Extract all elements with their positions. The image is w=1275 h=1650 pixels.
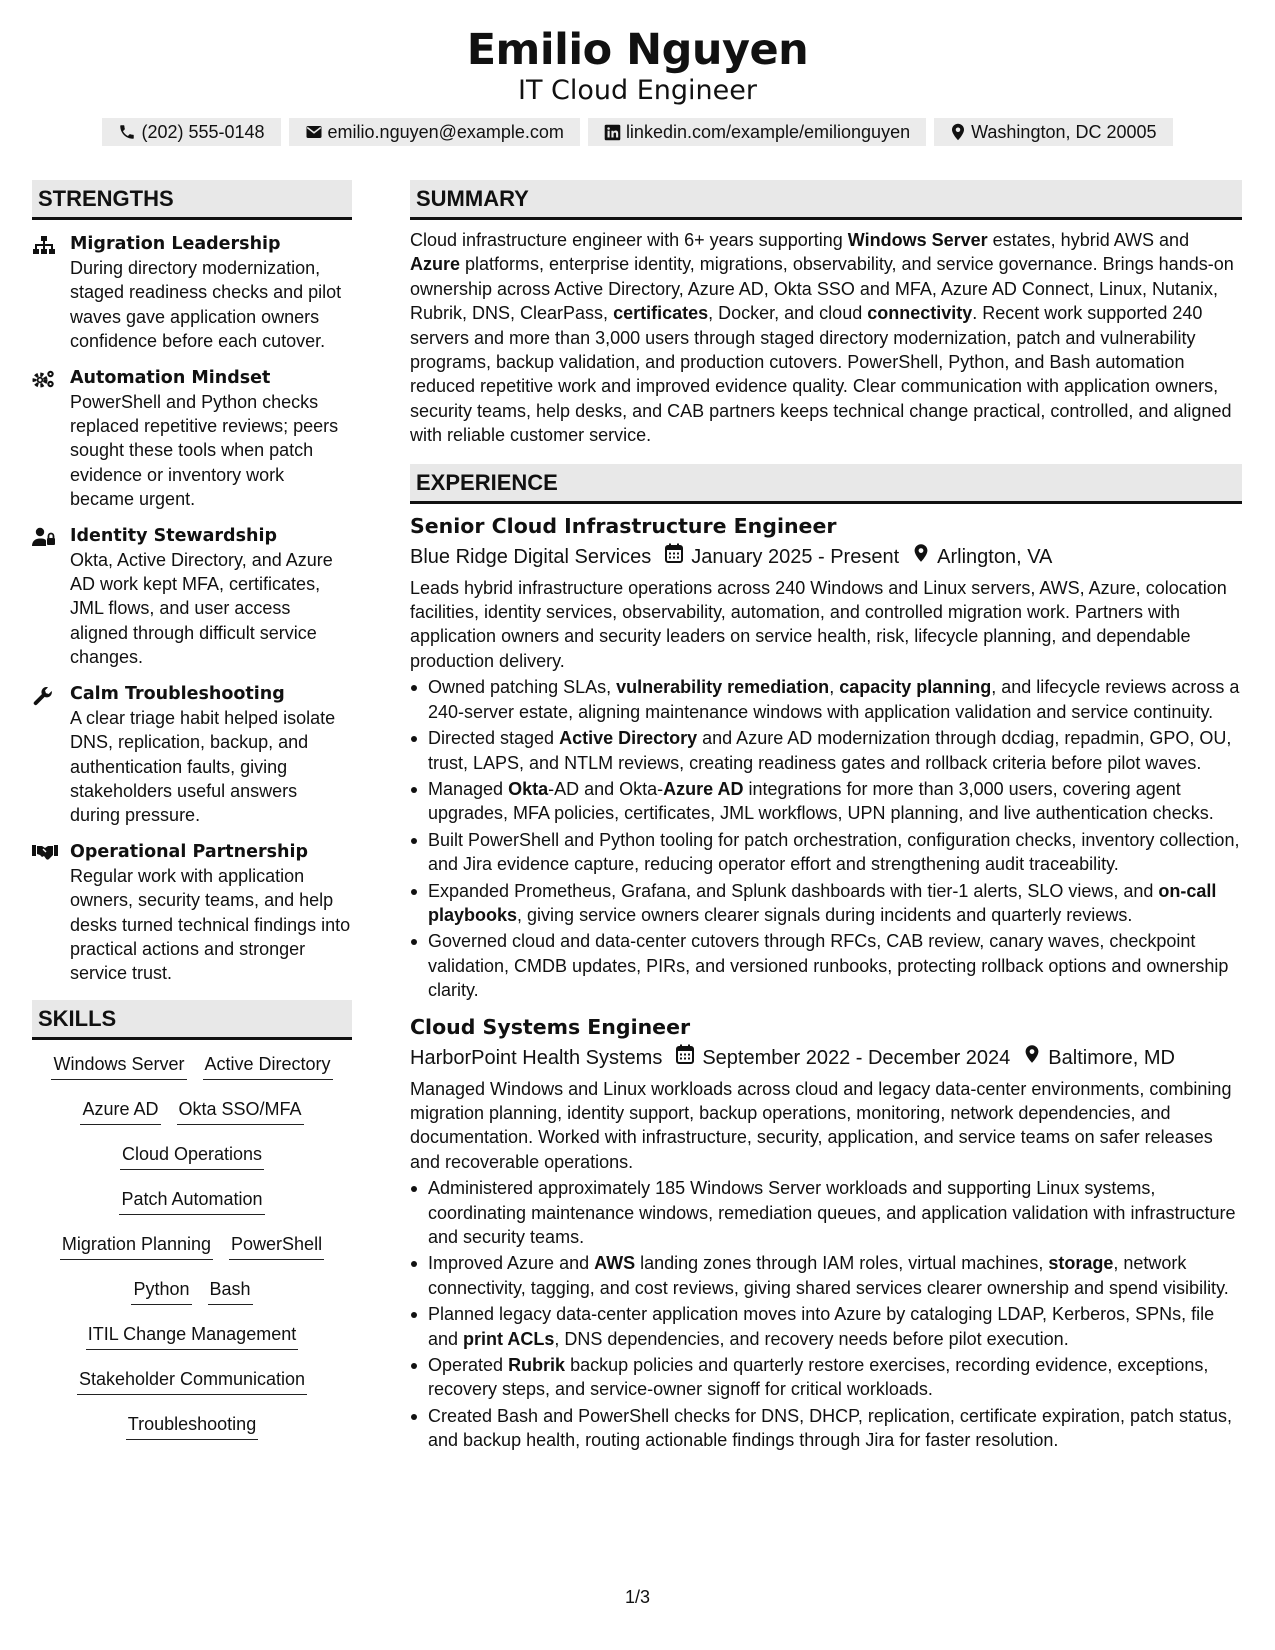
- strengths-list: [32, 232, 352, 986]
- skill-row: [32, 1097, 352, 1142]
- envelope-icon: [305, 123, 323, 141]
- skill-row: [32, 1367, 352, 1412]
- skill-row: [32, 1277, 352, 1322]
- summary-heading: SUMMARY: [410, 180, 1242, 220]
- wrench-icon: [32, 682, 70, 828]
- contact-location: [934, 118, 1172, 146]
- job-bullet: Created Bash and PowerShell checks for DNS, DHCP, replication, certificate expiration, patch status, and backup health, routing actionable findings through Jira for faster resolution.: [428, 1404, 1242, 1453]
- contact-phone-text: (202) 555-0148: [141, 122, 265, 142]
- linkedin-icon: [604, 124, 621, 141]
- location-pin-icon: [950, 123, 966, 141]
- resume-header: [0, 0, 1275, 146]
- strength-description: Okta, Active Directory, and Azure AD work kept MFA, certificates, JML flows, and user access aligned through difficult service changes.: [70, 549, 333, 668]
- contact-linkedin[interactable]: [588, 118, 926, 146]
- job-bullet: Administered approximately 185 Windows Server workloads and supporting Linux systems, coordinating maintenance windows, remediation queues, and application validation with infrastructure and security teams.: [428, 1176, 1242, 1249]
- experience-heading: EXPERIENCE: [410, 464, 1242, 504]
- skill-tag: Windows Server: [51, 1052, 186, 1080]
- contact-email-text: emilio.nguyen@example.com: [327, 122, 564, 142]
- location-pin-icon: [1024, 1043, 1048, 1073]
- job-bullet: Planned legacy data-center application moves into Azure by cataloging LDAP, Kerberos, SPNs, file and print ACLs, DNS dependencies, and recovery needs before pilot execution.: [428, 1302, 1242, 1351]
- job-bullet: Managed Okta-AD and Okta-Azure AD integrations for more than 3,000 users, covering agent upgrades, MFA policies, certificates, JML workflows, UPN planning, and live authentication checks.: [428, 777, 1242, 826]
- contact-location-text: Washington, DC 20005: [971, 122, 1157, 142]
- skill-row: [32, 1052, 352, 1097]
- job-bullet: Directed staged Active Directory and Azure AD modernization through dcdiag, repadmin, GPO, OU, trust, LAPS, and NTLM reviews, creating readiness gates and rollback criteria before pilot waves.: [428, 726, 1242, 775]
- strength-description: PowerShell and Python checks replaced repetitive reviews; peers sought these tools when patch evidence or inventory work became urgent.: [70, 391, 339, 510]
- page-number: 1/3: [624, 1587, 651, 1607]
- strength-title: Migration Leadership: [70, 234, 281, 254]
- skill-tag: Stakeholder Communication: [77, 1367, 307, 1395]
- strength-title: Automation Mindset: [70, 367, 271, 388]
- strength-item: [32, 366, 352, 512]
- skill-tag: Python: [131, 1277, 191, 1305]
- strength-title: Calm Troubleshooting: [70, 683, 285, 704]
- calendar-icon: [676, 1043, 702, 1073]
- job-description: Managed Windows and Linux workloads across cloud and legacy data-center environments, combining migration planning, identity support, backup operations, monitoring, network dependencies, and documentation. Worked with infrastructure, security, application, and service teams on safer releases and recoverable operations.: [410, 1078, 1232, 1172]
- job-location: Arlington, VA: [937, 545, 1053, 568]
- contact-bar: [0, 118, 1275, 146]
- job-description: Leads hybrid infrastructure operations across 240 Windows and Linux servers, AWS, Azure, colocation facilities, identity services, observability, automation, and controlled migration work. Partners with application owners and security leaders on service health, risk, lifecycle planning, and dependable production delivery.: [410, 577, 1227, 671]
- strength-title: Identity Stewardship: [70, 525, 277, 546]
- right-column: [410, 180, 1242, 1455]
- job-bullets: [410, 1176, 1242, 1452]
- summary-text: Cloud infrastructure engineer with 6+ years supporting Windows Server estates, hybrid AWS and Azure platforms, enterprise identity, migrations, observability, and service governance. Brings hands-on ownership across Active Directory, Azure AD, Okta SSO and MFA, Azure AD Connect, Linux, Nutanix, Rubrik, DNS, ClearPass, certificates, Docker, and cloud connectivity. Recent work supported 240 servers and more than 3,000 users through staged directory modernization, patch and vulnerability programs, backup validation, and production cutovers. PowerShell, Python, and Bash automation reduced repetitive work and improved evidence quality. Clear communication with application owners, security teams, help desks, and CAB partners keeps technical change practical, controlled, and aligned with reliable customer service.: [410, 230, 1234, 446]
- gears-icon: [32, 366, 70, 512]
- skills-heading: SKILLS: [32, 1000, 352, 1040]
- job-company: Blue Ridge Digital Services: [410, 545, 652, 568]
- handshake-icon: [32, 840, 70, 986]
- skill-tag: Active Directory: [203, 1052, 333, 1080]
- skill-row: [32, 1142, 352, 1187]
- job-meta: [410, 542, 1242, 572]
- job-entry: [410, 1013, 1242, 1453]
- skill-tag: Azure AD: [80, 1097, 160, 1125]
- phone-icon: [118, 123, 136, 141]
- skill-row: [32, 1412, 352, 1457]
- job-dates: September 2022 - December 2024: [702, 1046, 1011, 1069]
- strengths-heading: STRENGTHS: [32, 180, 352, 220]
- strength-description: During directory modernization, staged readiness checks and pilot waves gave application owners confidence before each cutover.: [70, 258, 342, 352]
- job-dates: January 2025 - Present: [691, 545, 900, 568]
- strength-item: [32, 682, 352, 828]
- job-company: HarborPoint Health Systems: [410, 1046, 663, 1069]
- skills-list: [32, 1052, 352, 1457]
- user-lock-icon: [32, 524, 70, 670]
- candidate-title: IT Cloud Engineer: [518, 75, 757, 106]
- contact-phone[interactable]: [102, 118, 280, 146]
- skill-tag: Cloud Operations: [120, 1142, 264, 1170]
- location-pin-icon: [913, 542, 937, 572]
- strength-description: Regular work with application owners, security teams, and help desks turned technical findings into practical actions and stronger service trust.: [70, 865, 351, 984]
- calendar-icon: [665, 542, 691, 572]
- job-location: Baltimore, MD: [1048, 1046, 1175, 1069]
- candidate-name: Emilio Nguyen: [466, 25, 809, 75]
- skill-tag: Okta SSO/MFA: [177, 1097, 304, 1125]
- skill-tag: Patch Automation: [119, 1187, 264, 1215]
- strength-description: A clear triage habit helped isolate DNS, replication, backup, and authentication faults, giving stakeholders useful answers during pressure.: [70, 707, 336, 826]
- skill-row: [32, 1232, 352, 1277]
- org-chart-icon: [32, 232, 70, 354]
- job-bullet: Improved Azure and AWS landing zones through IAM roles, virtual machines, storage, network connectivity, tagging, and cost reviews, giving shared services clearer ownership and spend visibility.: [428, 1251, 1242, 1300]
- job-bullet: Expanded Prometheus, Grafana, and Splunk dashboards with tier-1 alerts, SLO views, and on-call playbooks, giving service owners clearer signals during incidents and quarterly reviews.: [428, 879, 1242, 928]
- skill-tag: Bash: [208, 1277, 253, 1305]
- job-bullet: Governed cloud and data-center cutovers through RFCs, CAB review, canary waves, checkpoint validation, CMDB updates, PIRs, and versioned runbooks, protecting rollback options and ownership clarity.: [428, 929, 1242, 1002]
- job-role: Cloud Systems Engineer: [410, 1014, 691, 1039]
- skill-tag: PowerShell: [229, 1232, 324, 1260]
- strength-item: [32, 840, 352, 986]
- job-bullet: Operated Rubrik backup policies and quarterly restore exercises, recording evidence, exceptions, recovery steps, and service-owner signoff for critical workloads.: [428, 1353, 1242, 1402]
- skill-tag: ITIL Change Management: [86, 1322, 298, 1350]
- skill-row: [32, 1187, 352, 1232]
- skill-tag: Troubleshooting: [126, 1412, 258, 1440]
- skill-tag: Migration Planning: [60, 1232, 213, 1260]
- strength-item: [32, 524, 352, 670]
- strength-title: Operational Partnership: [70, 841, 308, 862]
- left-column: [32, 180, 352, 1457]
- contact-email[interactable]: [289, 118, 580, 146]
- skill-row: [32, 1322, 352, 1367]
- job-role: Senior Cloud Infrastructure Engineer: [410, 513, 837, 538]
- job-bullet: Built PowerShell and Python tooling for patch orchestration, configuration checks, inventory collection, and Jira evidence capture, reducing operator effort and strengthening audit traceability.: [428, 828, 1242, 877]
- job-entry: [410, 512, 1242, 1003]
- job-bullets: [410, 675, 1242, 1002]
- job-meta: [410, 1043, 1242, 1073]
- contact-linkedin-text: linkedin.com/example/emilionguyen: [625, 122, 911, 142]
- job-bullet: Owned patching SLAs, vulnerability remediation, capacity planning, and lifecycle reviews across a 240-server estate, aligning maintenance windows with application validation and service continuity.: [428, 675, 1242, 724]
- strength-item: [32, 232, 352, 354]
